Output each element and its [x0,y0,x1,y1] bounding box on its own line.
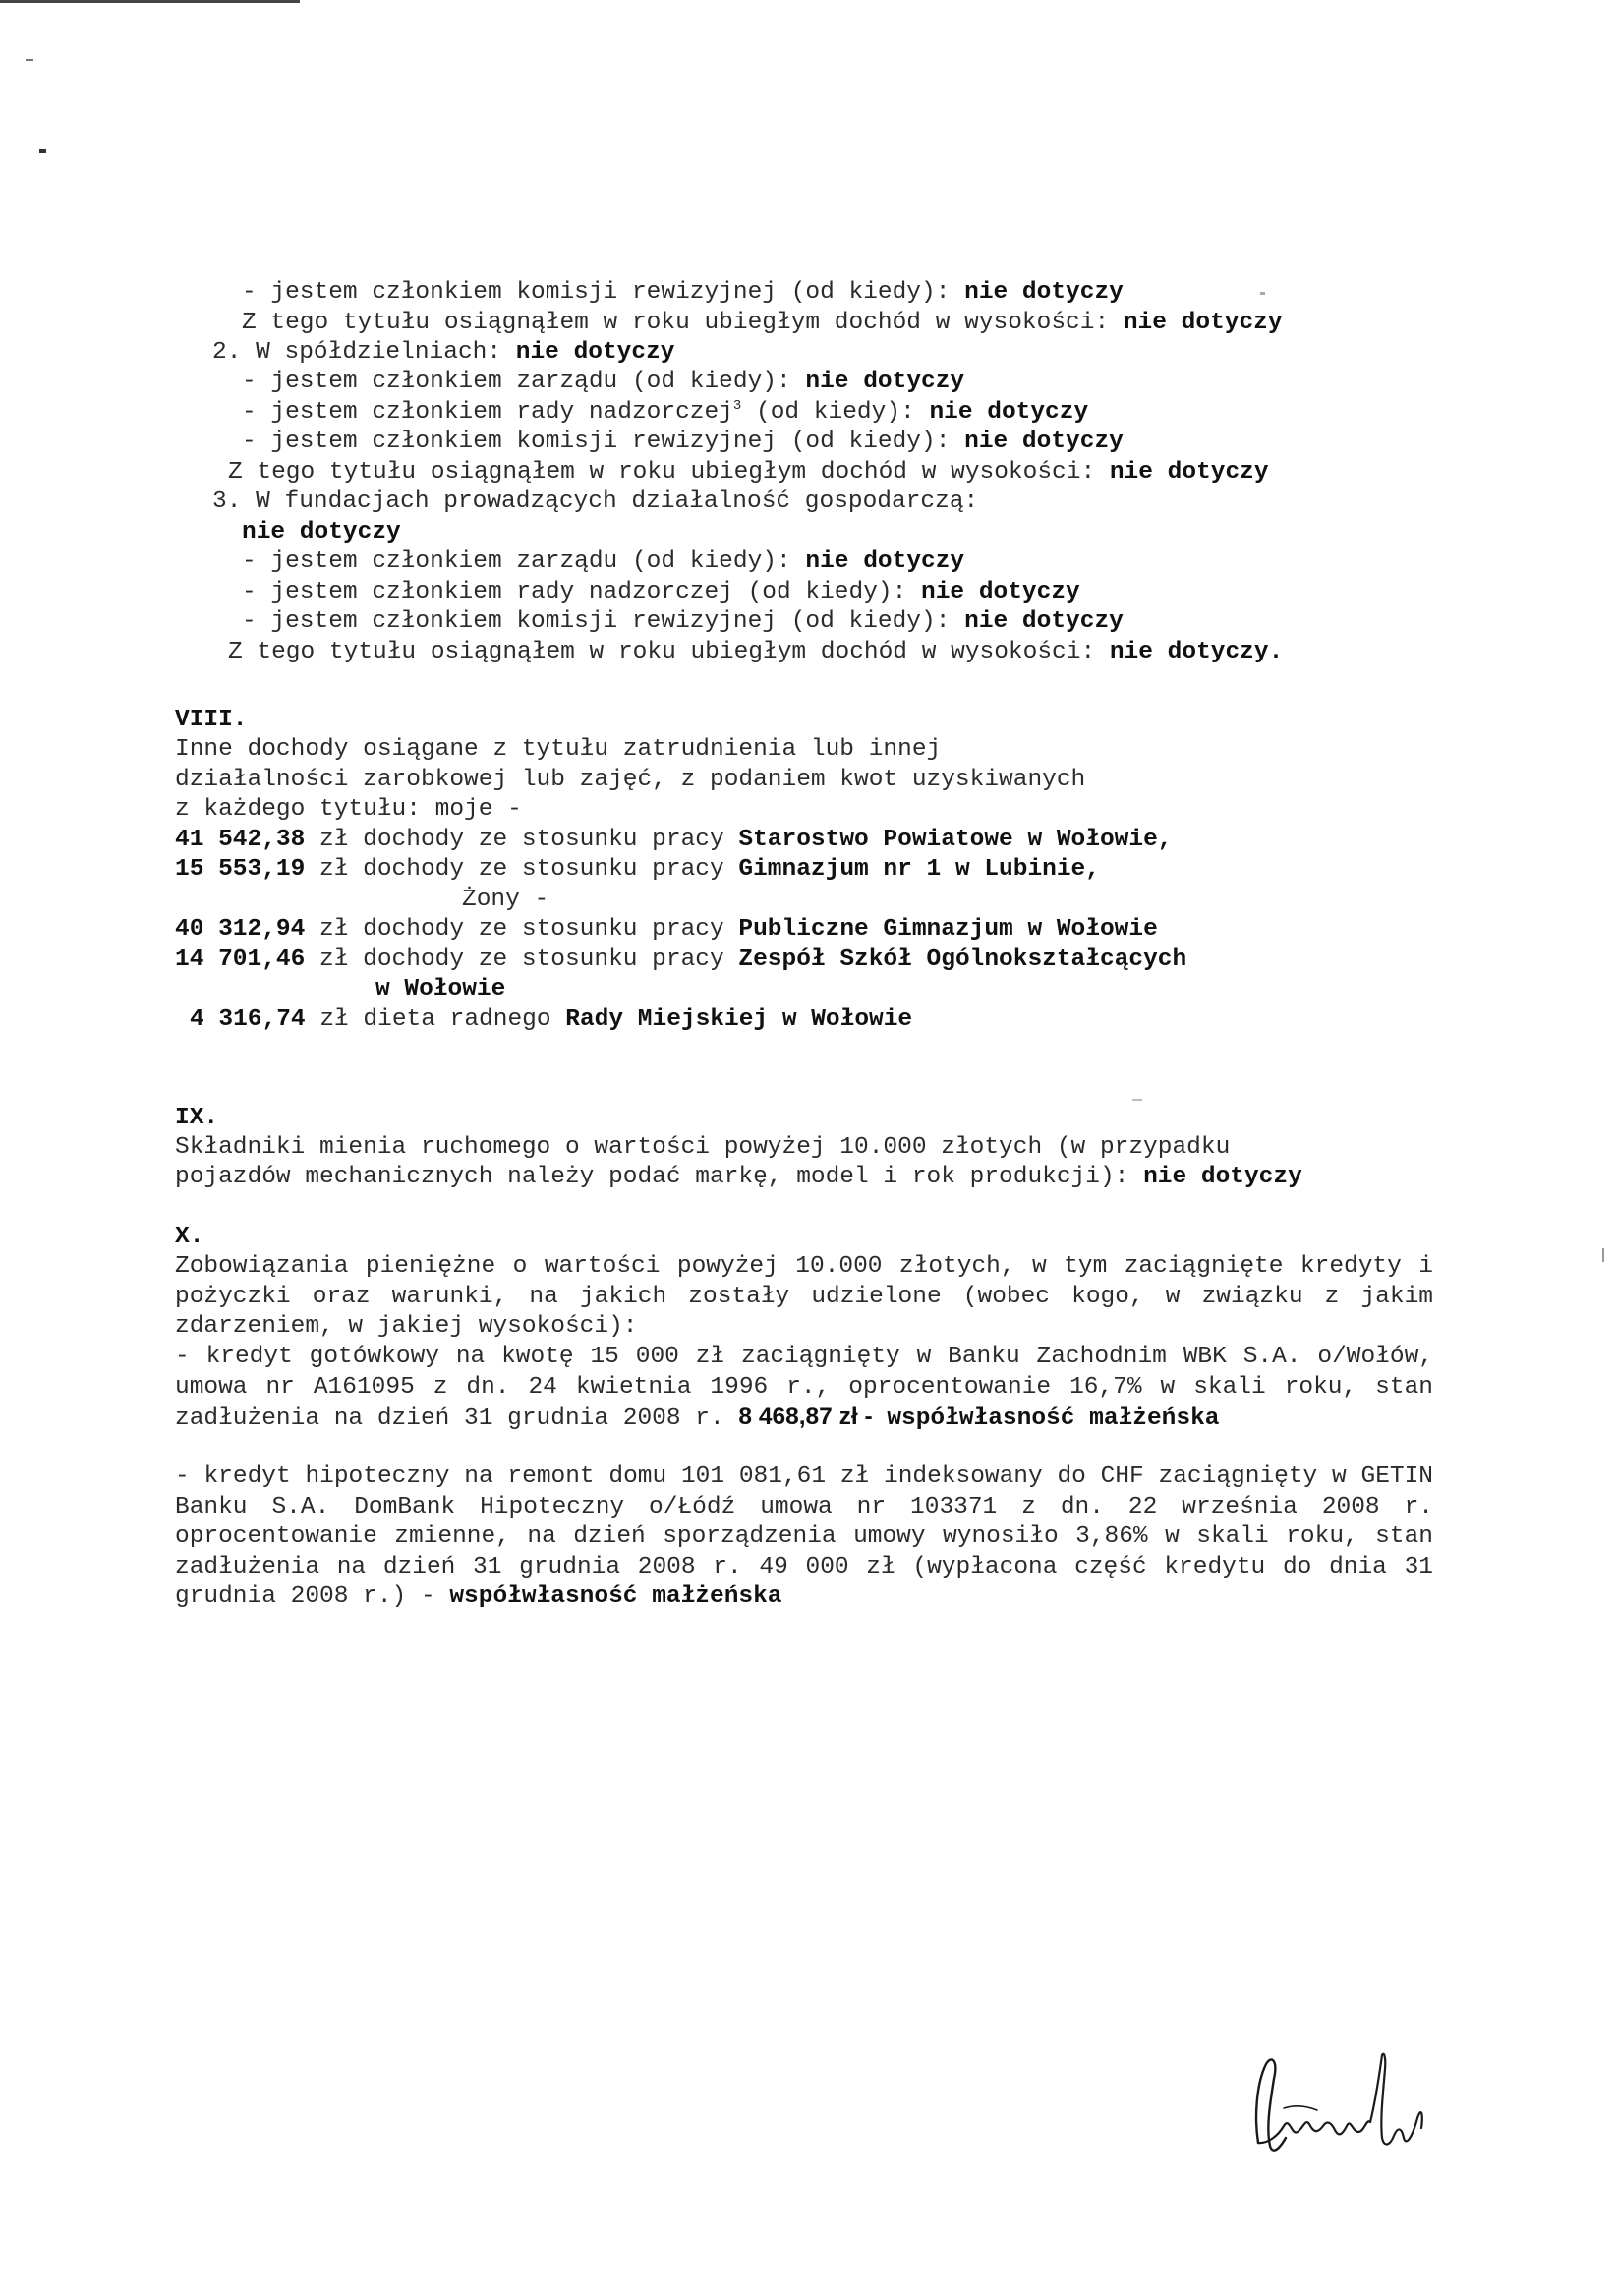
found-board-line: - jestem członkiem zarządu (od kiedy): nie dotyczy [242,548,965,575]
foundations-value: nie dotyczy [242,519,401,545]
loan-1-owner: współwłasność małżeńska [887,1406,1220,1432]
income-row: 40 312,94 zł dochody ze stosunku pracy Publiczne Gimnazjum w Wołowie [175,916,1158,943]
spouse-label: Żony - [462,887,549,913]
income-row: 15 553,19 zł dochody ze stosunku pracy Gimnazjum nr 1 w Lubinie, [175,856,1100,883]
found-audit-line: - jestem członkiem komisji rewizyjnej (od kiedy): nie dotyczy [242,608,1124,635]
handwritten-signature [1248,2049,1430,2162]
scan-speck [1132,1099,1142,1101]
income-row: 14 701,46 zł dochody ze stosunku pracy Zespół Szkół Ogólnokształcących [175,947,1187,973]
income-row: 4 316,74 zł dieta radnego Rady Miejskiej w Wołowie [190,1006,913,1033]
scan-speck [39,149,46,153]
scan-edge-line [0,0,300,3]
section-viii-intro-2: działalności zarobkowej lub zajęć, z podaniem kwot uzyskiwanych [175,767,1086,793]
footnote-marker: 3 [732,397,742,414]
cooperatives-heading: 2. W spółdzielniach: nie dotyczy [212,339,675,366]
section-ix-line-1: Składniki mienia ruchomego o wartości powyżej 10.000 złotych (w przypadku [175,1134,1231,1161]
coop-audit-line: - jestem członkiem komisji rewizyjnej (od kiedy): nie dotyczy [242,429,1124,455]
income-row: 41 542,38 zł dochody ze stosunku pracy Starostwo Powiatowe w Wołowie, [175,827,1173,853]
section-viii-intro-3: z każdego tytułu: moje - [175,796,522,823]
scan-speck [1602,1248,1604,1262]
coop-income-line: Z tego tytułu osiągnąłem w roku ubiegłym dochód w wysokości: nie dotyczy [228,459,1269,486]
foundations-heading: 3. W fundacjach prowadzących działalność gospodarczą: [212,488,979,515]
section-ix-line-2: pojazdów mechanicznych należy podać markę, model i rok produkcji): nie dotyczy [175,1164,1302,1190]
found-supervisory-line: - jestem członkiem rady nadzorczej (od kiedy): nie dotyczy [242,579,1080,605]
scan-speck [1260,292,1265,295]
section-viii-intro-1: Inne dochody osiągane z tytułu zatrudnienia lub innej [175,736,942,763]
income-line: Z tego tytułu osiągnąłem w roku ubiegłym dochód w wysokości: nie dotyczy [242,310,1283,336]
supervisory-audit-line: - jestem członkiem komisji rewizyjnej (od kiedy): nie dotyczy [242,279,1124,306]
section-ix-heading: IX. [175,1105,219,1131]
found-income-line: Z tego tytułu osiągnąłem w roku ubiegłym dochód w wysokości: nie dotyczy. [228,639,1284,665]
loan-2-owner: współwłasność małżeńska [449,1583,782,1610]
loan-1-amount: 8 468,87 zł - [738,1404,873,1430]
coop-board-line: - jestem członkiem zarządu (od kiedy): nie dotyczy [242,369,965,395]
loan-2: - kredyt hipoteczny na remont domu 101 081,61 zł indeksowany do CHF zaciągnięty w GETIN Banku S.A. DomBank Hipoteczny o/Łódź umowa nr 103371 z dn. 22 września 2008 r. oprocentowanie zmienne, na dzień sporządzenia umowy wynosiło 3,86% w skali roku, stan zadłużenia na dzień 31 grudnia 2008 r. 49 000 zł (wypłacona część kredytu do dnia 31 grudnia 2008 r.) - współwłasność małżeńska [175,1464,1433,1610]
income-row-continuation: w Wołowie [375,976,506,1003]
section-viii-heading: VIII. [175,707,248,733]
scan-speck [26,59,33,61]
section-x-intro: Zobowiązania pieniężne o wartości powyżej 10.000 złotych, w tym zaciągnięte kredyty i pożyczki oraz warunki, na jakich zostały udzielone (wobec kogo, w związku z jakim zdarzeniem, w jakiej wysokości): [175,1253,1433,1340]
loan-1: - kredyt gotówkowy na kwotę 15 000 zł zaciągnięty w Banku Zachodnim WBK S.A. o/Wołów, umowa nr A161095 z dn. 24 kwietnia 1996 r., oprocentowanie 16,7% w skali roku, stan zadłużenia na dzień 31 grudnia 2008 r. 8 468,87 zł - współwłasność małżeńska [175,1344,1433,1432]
coop-supervisory-line: - jestem członkiem rady nadzorczej$^3$ (od kiedy): nie dotyczy [242,397,1089,426]
section-x-heading: X. [175,1224,204,1250]
